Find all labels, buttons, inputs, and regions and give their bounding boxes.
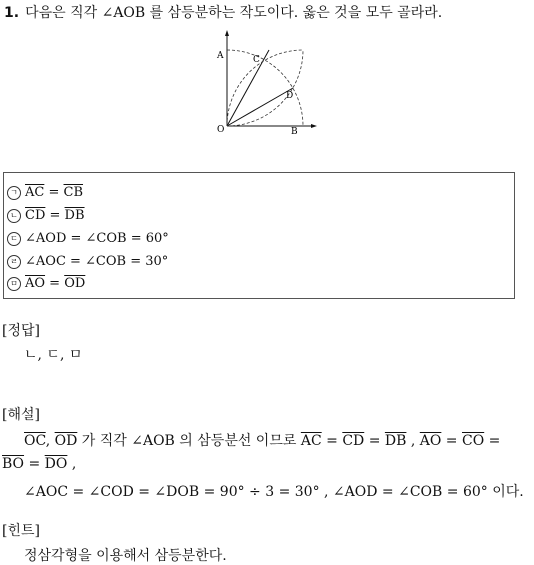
text-segment: 가 직각 ∠AOB 의 삼등분선 이므로 <box>77 433 301 449</box>
text-segment: = <box>44 185 64 200</box>
segment-overlined: $\overline{AO}$ <box>25 276 46 291</box>
choice-4 <box>7 254 168 269</box>
choice-2 <box>7 208 85 223</box>
arc-from-b <box>227 50 303 126</box>
choice-mark: ㄹ <box>7 255 21 269</box>
segment-overlined: $\overline{CB}$ <box>63 185 84 200</box>
segment-overlined: $\overline{DB}$ <box>64 208 85 223</box>
choice-mark: ㅁ <box>7 277 21 291</box>
arc-main <box>227 50 303 126</box>
answer-title: [정답] <box>2 323 40 339</box>
hint-title: [힌트] <box>2 523 40 539</box>
choice-mark: ㄴ <box>7 209 21 223</box>
text-segment: = <box>45 208 65 223</box>
text-segment: ∠AOC = ∠COD = ∠DOB = 90° ÷ 3 = 30° , ∠AOD = ∠COB = 60° 이다. <box>24 484 524 500</box>
text-segment: ∠AOD = ∠COB = 60° <box>25 231 169 246</box>
text-segment: ∠AOC = ∠COB = 30° <box>25 254 169 269</box>
choice-text <box>25 254 168 269</box>
segment-overlined: $\overline{AC}$ <box>25 185 45 200</box>
segment-overlined: $\overline{CD}$ <box>342 433 365 449</box>
angle-trisection-figure <box>213 26 323 136</box>
label-b: B <box>291 127 298 136</box>
question-line <box>4 2 442 22</box>
choice-text <box>25 231 169 246</box>
text-segment: = <box>24 456 45 472</box>
segment-overlined: $\overline{CD}$ <box>25 208 46 223</box>
choice-1 <box>7 185 83 200</box>
choice-text <box>25 185 83 200</box>
ray-od <box>227 88 293 126</box>
choice-text <box>25 276 85 291</box>
question-text: 다음은 직각 ∠AOB 를 삼등분하는 작도이다. 옳은 것을 모두 골라라. <box>25 5 443 21</box>
text-segment: , <box>45 433 55 449</box>
text-segment: = <box>441 433 462 449</box>
choice-3 <box>7 231 169 246</box>
segment-overlined: $\overline{OD}$ <box>54 433 78 449</box>
segment-overlined: $\overline{DO}$ <box>44 456 68 472</box>
segment-overlined: $\overline{CO}$ <box>462 433 485 449</box>
explanation-line-2 <box>2 456 76 472</box>
choice-mark: ㄱ <box>7 186 21 200</box>
choice-text <box>25 208 85 223</box>
arrow-right-icon <box>311 124 317 128</box>
text-segment: , <box>67 456 77 472</box>
choices-box <box>3 172 515 299</box>
segment-overlined: $\overline{DB}$ <box>384 433 407 449</box>
answer-text: ㄴ, ㄷ, ㅁ <box>24 347 83 363</box>
choice-mark: ㄷ <box>7 232 21 246</box>
segment-overlined: $\overline{AC}$ <box>300 433 322 449</box>
label-o: O <box>217 125 225 135</box>
label-d: D <box>286 91 294 101</box>
explanation-line-3 <box>24 481 524 501</box>
label-c: C <box>253 55 260 65</box>
arc-from-a <box>227 50 303 126</box>
text-segment: = <box>484 433 501 449</box>
segment-overlined: $\overline{AO}$ <box>419 433 442 449</box>
text-segment: = <box>45 276 65 291</box>
hint-text: 정삼각형을 이용해서 삼등분한다. <box>24 548 227 564</box>
question-number: 1. <box>4 5 20 21</box>
text-segment: = <box>364 433 385 449</box>
label-a: A <box>217 51 224 61</box>
text-segment: = <box>321 433 343 449</box>
choice-5 <box>7 276 85 291</box>
arrow-up-icon <box>225 30 229 36</box>
explanation-line-1 <box>24 430 500 450</box>
segment-overlined: $\overline{OD}$ <box>64 276 86 291</box>
text-segment: , <box>406 433 420 449</box>
segment-overlined: $\overline{OC}$ <box>24 433 46 449</box>
segment-overlined: $\overline{BO}$ <box>2 456 25 472</box>
explanation-title: [해설] <box>2 407 40 423</box>
